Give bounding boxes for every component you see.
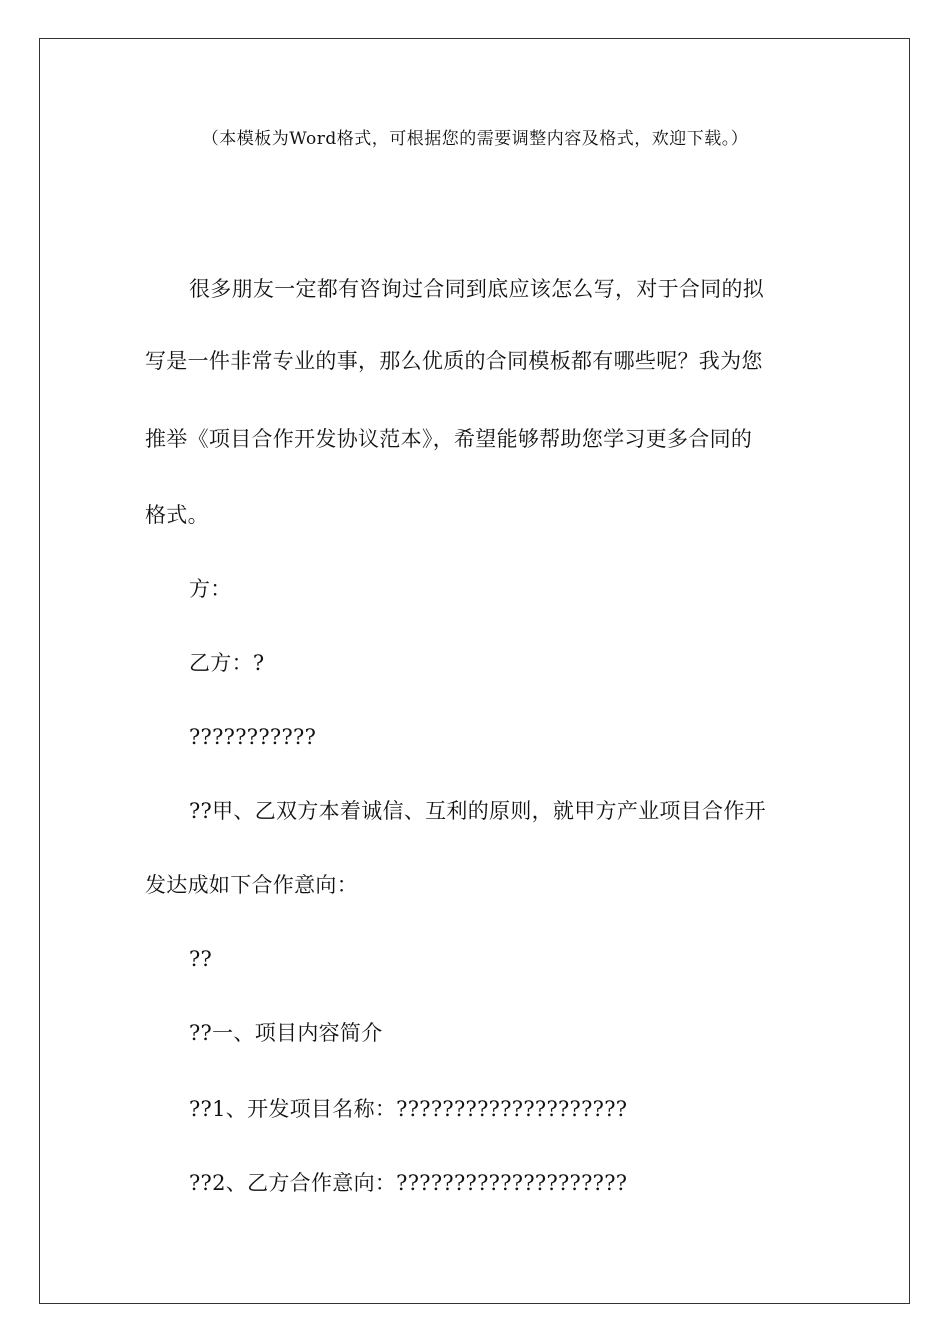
- agreement-line-1: ??甲、乙双方本着诚信、互利的原则，就甲方产业项目合作开: [189, 799, 766, 823]
- party-b-label: 乙方：?: [189, 651, 265, 675]
- template-note: （本模板为Word格式，可根据您的需要调整内容及格式，欢迎下载。）: [201, 129, 749, 149]
- intro-line-1: 很多朋友一定都有咨询过合同到底应该怎么写，对于合同的拟: [189, 277, 765, 301]
- party-a-label: 方：: [189, 577, 232, 601]
- intro-line-4: 格式。: [145, 503, 209, 527]
- section-title: ??一、项目内容简介: [189, 1021, 383, 1045]
- intro-line-3: 推举《项目合作开发协议范本》，希望能够帮助您学习更多合同的: [145, 427, 753, 451]
- placeholder-line: ???????????: [189, 725, 317, 749]
- agreement-line-2: 发达成如下合作意向：: [145, 873, 358, 897]
- intro-line-2: 写是一件非常专业的事，那么优质的合同模板都有哪些呢？我为您: [145, 349, 763, 373]
- item-project-name: ??1、开发项目名称：????????????????????: [189, 1097, 628, 1121]
- item-party-b-intent: ??2、乙方合作意向：????????????????????: [189, 1171, 628, 1195]
- blank-line: ??: [189, 947, 213, 971]
